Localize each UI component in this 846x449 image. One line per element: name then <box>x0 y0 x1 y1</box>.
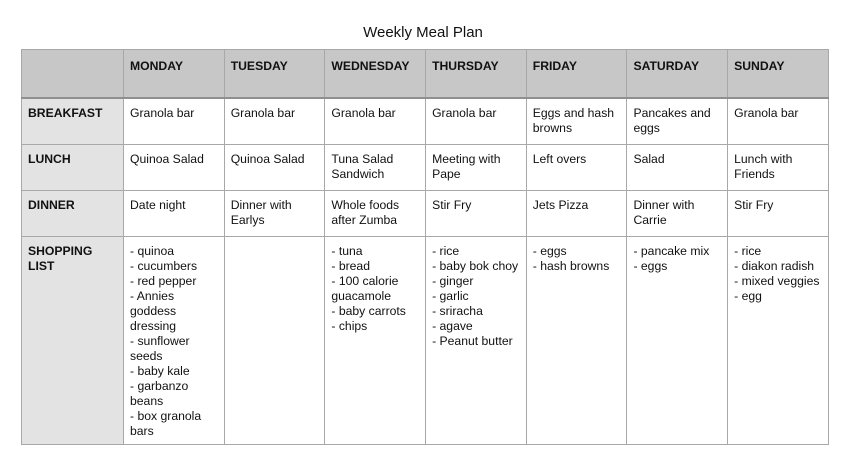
list-item: - red pepper <box>130 274 197 288</box>
dinner-row <box>22 191 829 237</box>
list-item: - garlic <box>432 289 469 303</box>
list-item: - garbanzo beans <box>130 379 189 408</box>
list-item: - 100 calorie guacamole <box>331 274 399 303</box>
shopping-row <box>22 237 829 445</box>
list-item: - hash browns <box>532 259 610 273</box>
list-item: - chips <box>331 319 368 333</box>
breakfast-cell-thursday: Granola bar <box>426 98 527 145</box>
day-header-saturday: SATURDAY <box>627 50 728 99</box>
lunch-cell-monday: Quinoa Salad <box>124 145 225 191</box>
row-label-dinner: DINNER <box>22 191 124 237</box>
dinner-cell-sunday: Stir Fry <box>728 191 829 237</box>
lunch-cell-saturday: Salad <box>627 145 728 191</box>
breakfast-cell-saturday: Pancakes and eggs <box>627 98 728 145</box>
lunch-cell-wednesday: Tuna Salad Sandwich <box>325 145 426 191</box>
dinner-cell-thursday: Stir Fry <box>426 191 527 237</box>
breakfast-cell-wednesday: Granola bar <box>325 98 426 145</box>
list-item: - baby bok choy <box>432 259 519 273</box>
day-header-tuesday: TUESDAY <box>224 50 325 99</box>
row-label-shopping-list: SHOPPING LIST <box>22 237 124 445</box>
list-item: - Peanut butter <box>432 334 513 348</box>
corner-cell <box>22 50 124 99</box>
list-item: - cucumbers <box>130 259 198 273</box>
lunch-row <box>22 145 829 191</box>
header-row <box>22 50 829 99</box>
list-item: - tuna <box>331 244 363 258</box>
breakfast-cell-tuesday: Granola bar <box>224 98 325 145</box>
meal-plan-table <box>21 49 829 445</box>
list-item: - eggs <box>532 244 567 258</box>
list-item: - diakon radish <box>734 259 815 273</box>
day-header-wednesday: WEDNESDAY <box>325 50 426 99</box>
shopping-cell-tuesday <box>224 237 325 445</box>
list-item: - mixed veggies <box>734 274 820 288</box>
list-item: - ginger <box>432 274 474 288</box>
shopping-cell-monday <box>124 237 225 445</box>
list-item: - agave <box>432 319 473 333</box>
day-header-friday: FRIDAY <box>526 50 627 99</box>
lunch-cell-thursday: Meeting with Pape <box>426 145 527 191</box>
shopping-cell-thursday <box>426 237 527 445</box>
row-label-lunch: LUNCH <box>22 145 124 191</box>
lunch-cell-sunday: Lunch with Friends <box>728 145 829 191</box>
dinner-cell-monday: Date night <box>124 191 225 237</box>
list-item: - baby kale <box>130 364 190 378</box>
shopping-cell-saturday <box>627 237 728 445</box>
list-item: - egg <box>734 289 762 303</box>
list-item: - rice <box>432 244 460 258</box>
list-item: - sriracha <box>432 304 483 318</box>
list-item: - sunflower seeds <box>130 334 190 363</box>
lunch-cell-friday: Left overs <box>526 145 627 191</box>
dinner-cell-wednesday: Whole foods after Zumba <box>325 191 426 237</box>
list-item: - rice <box>734 244 762 258</box>
list-item: - bread <box>331 259 370 273</box>
day-header-sunday: SUNDAY <box>728 50 829 99</box>
shopping-cell-friday <box>526 237 627 445</box>
list-item: - box granola bars <box>130 409 202 438</box>
breakfast-cell-friday: Eggs and hash browns <box>526 98 627 145</box>
day-header-thursday: THURSDAY <box>426 50 527 99</box>
list-item: - baby carrots <box>331 304 406 318</box>
list-item: - eggs <box>633 259 668 273</box>
breakfast-cell-sunday: Granola bar <box>728 98 829 145</box>
list-item: - Annies goddess dressing <box>130 289 177 333</box>
lunch-cell-tuesday: Quinoa Salad <box>224 145 325 191</box>
dinner-cell-friday: Jets Pizza <box>526 191 627 237</box>
day-header-monday: MONDAY <box>124 50 225 99</box>
page-title: Weekly Meal Plan <box>363 24 483 41</box>
breakfast-cell-monday: Granola bar <box>124 98 225 145</box>
shopping-cell-wednesday <box>325 237 426 445</box>
dinner-cell-tuesday: Dinner with Earlys <box>224 191 325 237</box>
list-item: - quinoa <box>130 244 175 258</box>
breakfast-row <box>22 98 829 145</box>
list-item: - pancake mix <box>633 244 710 258</box>
shopping-cell-sunday <box>728 237 829 445</box>
dinner-cell-saturday: Dinner with Carrie <box>627 191 728 237</box>
row-label-breakfast: BREAKFAST <box>22 98 124 145</box>
